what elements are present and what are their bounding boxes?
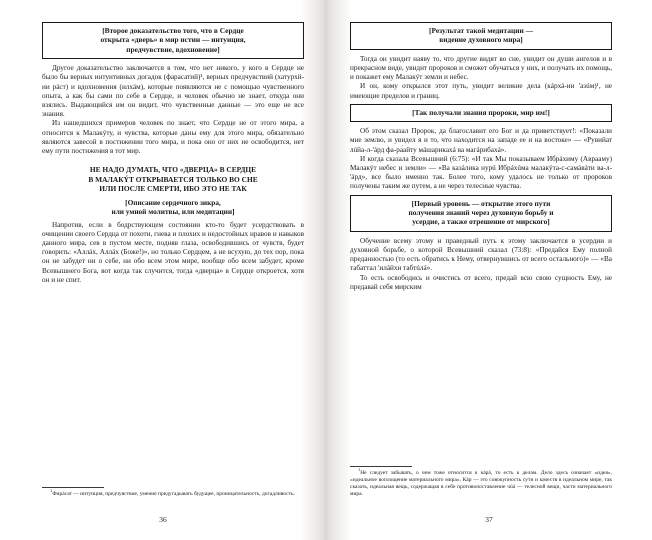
footnote-marker: 1 <box>50 488 53 494</box>
right-paragraph: То есть освободись и очистись от всего, предай всю свою сущность Ему, не предавай себя мирским <box>350 273 612 291</box>
footnote-text: Фирáсат — интуиция, предчувствие, умение предугадывать будущее, проницательность, догадливость. <box>52 491 295 497</box>
page-right <box>326 0 652 540</box>
footnote-marker: 1 <box>358 467 361 473</box>
footnote-text: Не следует забывать, о чем тоже относится к кáрá, то есть к делам. Дело здесь означает «идея», «идеальное воплощение материального мира». Кáр — это совокупность сути и качеств в идеальном мире, так сказать, идеальная вещь, содержащая в себе противопоставление чúá — телесной вещи, части материального мира. <box>350 470 612 497</box>
right-paragraph: Тогда он увидит наяву то, что другие видят во сне, увидит он души ангелов и в прекрасном виде, увидит пророков и сможет обучаться у них, и получать их помощь, и покажет ему Малакýт земли и небес. <box>350 54 612 82</box>
right-paragraph: Об этом сказал Пророк, да благославит его Бог и да приветствует!: «Показали мне землю, и увидел я и то, что находится на западе ее и на востоке» — «Рувийат лúйа-л-'áрд фа-ра́айту мáшарикахá ва магáрибахá». <box>350 127 612 154</box>
right-footnote <box>350 467 612 498</box>
right-paragraph: Обучение всему этому и праведный путь к этому заключается в усердии и духовной борьбе, о которой Всевышний сказал (73:8): «Предайся Ему полной преданностью (то есть обратись к Нему, отвернувшись от всего остального)» — «Ва табаттал 'илáйхи табтúлá». <box>350 236 612 273</box>
left-paragraph: Из нашедшихся примеров человек по знает, что Сердце не от этого мира, а относится к Малакýту, и чувства, которые даны ему для этого мира, обязательно являются завесой в постижении того мира, и пока оно от них не освободится, нет ему пути постижения в тот мир. <box>42 119 304 156</box>
page-number-left: 36 <box>159 515 167 524</box>
right-footnote-area <box>350 466 612 498</box>
left-box-heading: [Второе доказательство того, что в Сердце открыта «дверь» в мир истин — интуиция, предчувствие, вдохновение] <box>42 22 304 59</box>
left-footnote-area <box>42 487 304 498</box>
page-number-right: 37 <box>485 515 493 524</box>
page-right-column <box>350 22 612 292</box>
right-box-heading-1: [Результат такой медитации — видение духовного мира] <box>350 22 612 50</box>
left-paragraph: Другое доказательство заключается в том, что нет никого, у кого в Сердце не было бы верных интуитивных догадок (фарасатий)¹, верных предчувствий (хатурхй-ии рáст) и вдохновения (илхáм), которые появляются не с помощью чувственного опыта, а как бы сами по себе в Сердце, и человек обычно не знает, откуда они взялись. Выдающийся им он видит, что чувственные данные — это еще не все знания. <box>42 64 304 119</box>
right-paragraph: И когда сказала Всевышний (6:75): «И так Мы показываем Ибрáхиму (Аврааму) Малакýт небес и земли» — «Ва казáлика нурú Ибрáхúма малакýта-с-самáвáти ва-л-'áрд», все было именно так. Более того, кому удалось не только от пророков получены таким же путем, а не через телесные чувства. <box>350 154 612 191</box>
page-left-column <box>42 22 304 285</box>
left-paragraph: Напротив, если в бодрствующем состоянии кто-то будет усердствовать в очищении своего Сердца от похоти, гнева и плохих и недостойных нравов и навыков данного мира, сев в пустом месте, подняв глаза, освободившись от чувств, будет говорить: «Аллáх, Аллáх (Боже!)», но только Сердцем, а не всухую, до тех пор, пока он не забудет ни о себе, ни обо всем этом мире, вообще обо всем забудет, кроме Всевышнего Бога, вот когда так случится, тогда «дверца» в Сердце откроется, хотя он и не спит. <box>42 220 304 284</box>
right-box-heading-3: [Первый уровень — открытие этого пути получения знаний через духовную борьбу и усердие, а также отрешение от мирского] <box>350 195 612 232</box>
right-box-heading-2: [Так получали знания пророки, мир им!] <box>350 104 612 122</box>
left-subheading: [Описание сердечного зикра, или умной молитвы, или медитации] <box>111 198 235 217</box>
left-section-heading: НЕ НАДО ДУМАТЬ, ЧТО «ДВЕРЦА» В СЕРДЦЕ В МАЛАКÝТ ОТКРЫВАЕТСЯ ТОЛЬКО ВО СНЕ ИЛИ ПОСЛЕ СМЕРТИ, ИБО ЭТО НЕ ТАК <box>88 165 258 194</box>
right-paragraph: И он, кому открылся этот путь, увидит великие дела (кáрхá-ии 'азúм)¹, не имеющие пределов и границ. <box>350 82 612 100</box>
left-footnote <box>42 488 304 498</box>
